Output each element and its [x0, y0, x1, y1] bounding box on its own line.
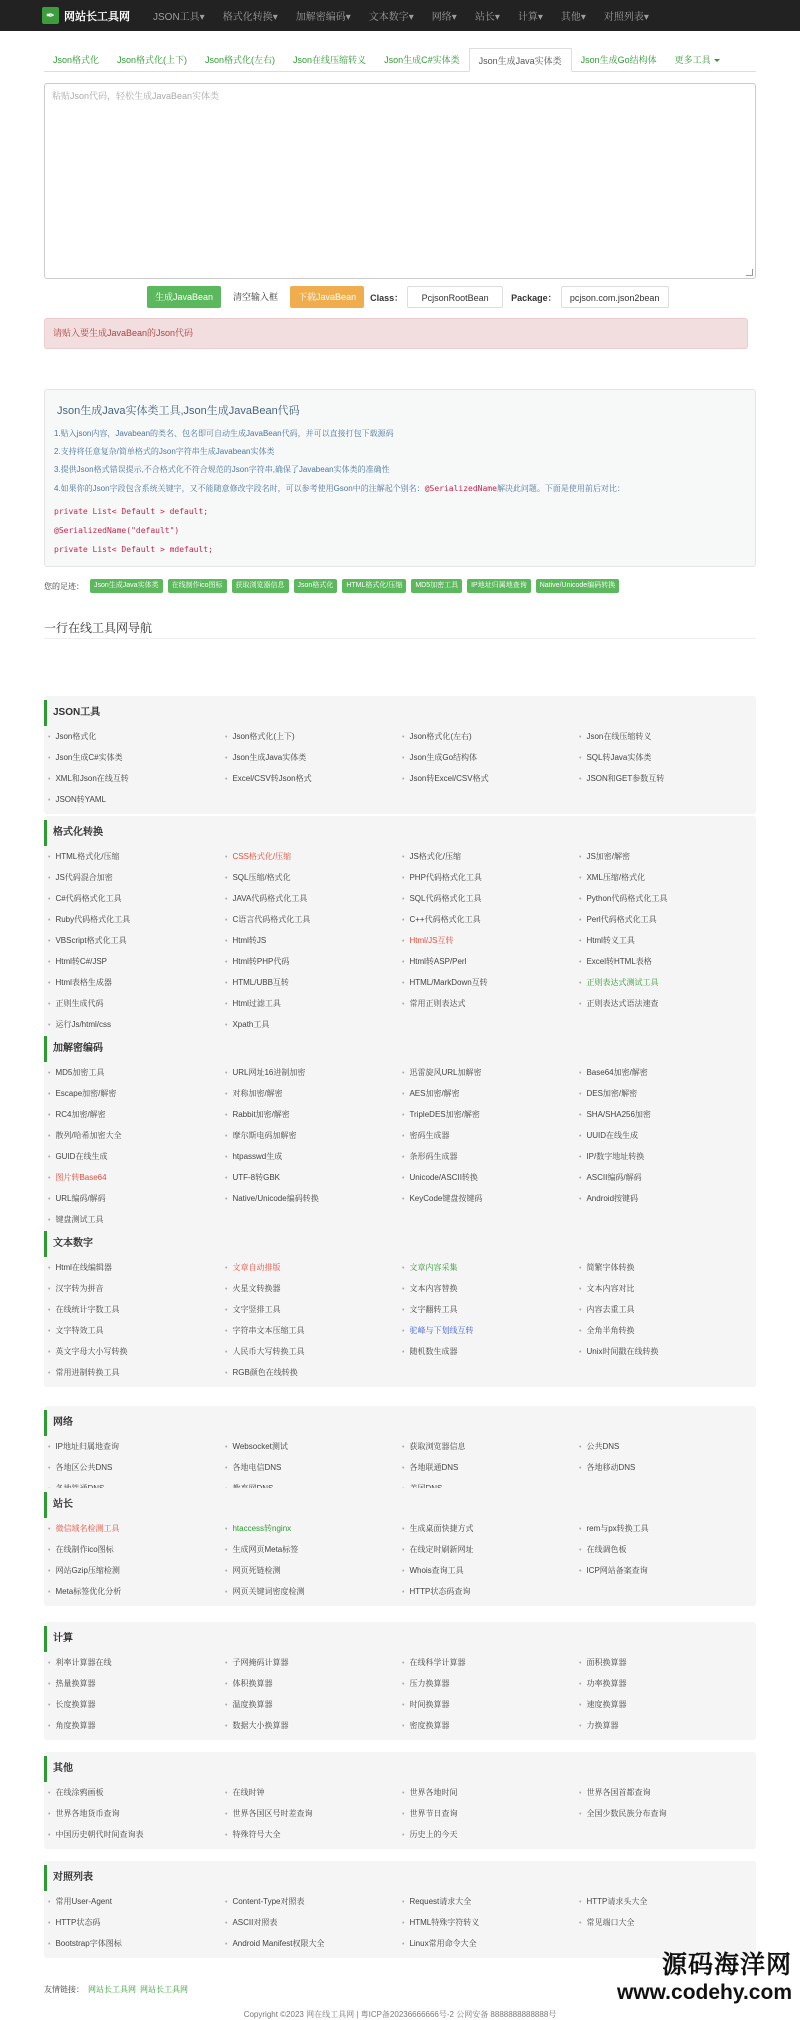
clear-input-button[interactable]: 清空输入框 [225, 286, 286, 308]
tool-link[interactable]: • 功率换算器 [579, 1673, 756, 1694]
tool-link[interactable]: • Json生成Java实体类 [225, 747, 402, 768]
tool-link[interactable]: • 图片转Base64 [48, 1167, 225, 1188]
tool-link[interactable]: • HTML/MarkDown互转 [402, 972, 579, 993]
tool-link[interactable]: • HTML特殊字符转义 [402, 1912, 579, 1933]
tab-item[interactable] [469, 48, 572, 72]
tool-link[interactable]: • 各地电信DNS [225, 1457, 402, 1478]
tool-link[interactable]: • SQL代码格式化工具 [402, 888, 579, 909]
tool-link[interactable]: • 文字竖排工具 [225, 1299, 402, 1320]
tool-link[interactable]: • Android按键码 [579, 1188, 756, 1209]
tab-label: Json格式化(左右) [205, 55, 276, 65]
section-grid [44, 1782, 756, 1849]
tool-link[interactable]: • HTTP状态码 [48, 1912, 225, 1933]
footprint-link[interactable]: HTML格式化/压缩 [342, 579, 406, 593]
tool-link[interactable]: • Html转义工具 [579, 930, 756, 951]
nav-item[interactable]: 格式化转换▾ [222, 12, 278, 23]
tool-link[interactable]: • 在线制作ico图标 [48, 1539, 225, 1560]
tool-link[interactable]: • 世界各国区号时差查询 [225, 1803, 402, 1824]
info-line-3: 3.提供Json格式错误提示,不合格式化不符合规范的Json字符串,确保了Javabean实体类的准确性 [54, 465, 390, 474]
tool-link[interactable]: • 常用User-Agent [48, 1891, 225, 1912]
tool-link[interactable]: • 在线调色板 [579, 1539, 756, 1560]
json-input-textarea[interactable] [44, 83, 756, 279]
nav-item[interactable]: JSON工具▾ [153, 12, 205, 23]
tool-link[interactable]: • JS代码混合加密 [48, 867, 225, 888]
tab-item[interactable] [284, 48, 375, 71]
nav-item[interactable]: 计算▾ [517, 12, 543, 23]
section-title: 加解密编码 [44, 1036, 756, 1062]
tool-link[interactable]: • 运行Js/html/css [48, 1014, 225, 1035]
tool-link[interactable]: • htaccess转nginx [225, 1518, 402, 1539]
class-name-input[interactable]: PcjsonRootBean [407, 286, 503, 308]
section-grid [44, 726, 756, 814]
logo-text: 网站长工具网 [64, 10, 130, 23]
footprint-link[interactable]: 获取浏览器信息 [232, 579, 289, 593]
tool-link[interactable]: • URL网址16进制加密 [225, 1062, 402, 1083]
info-title: Json生成Java实体类工具,Json生成JavaBean代码 [57, 405, 300, 417]
tool-link[interactable]: • Html/JS互转 [402, 930, 579, 951]
tool-link[interactable]: • 文章自动排版 [225, 1257, 402, 1278]
tool-link[interactable]: • 英文字母大小写转换 [48, 1341, 225, 1362]
tab-label: Json生成Java实体类 [478, 56, 562, 66]
tool-link[interactable]: • 散列/哈希加密大全 [48, 1125, 225, 1146]
package-name-input[interactable]: pcjson.com.json2bean [561, 286, 669, 308]
tool-link[interactable]: • 常用进制转换工具 [48, 1362, 225, 1383]
tool-link[interactable]: • Json生成C#实体类 [48, 747, 225, 768]
tool-link[interactable]: • 特殊符号大全 [225, 1824, 402, 1845]
tool-link[interactable]: • 网站Gzip压缩检测 [48, 1560, 225, 1581]
tool-link[interactable]: • 内容去重工具 [579, 1299, 756, 1320]
tool-link[interactable]: • Excel/CSV转Json格式 [225, 768, 402, 789]
tool-link[interactable]: • htpasswd生成 [225, 1146, 402, 1167]
tool-link[interactable]: • JSON转YAML [48, 789, 225, 810]
tool-link[interactable]: • URL编码/解码 [48, 1188, 225, 1209]
tool-link[interactable]: • 在线时钟 [225, 1782, 402, 1803]
tool-link[interactable]: • 文字翻转工具 [402, 1299, 579, 1320]
tool-link[interactable]: • JS格式化/压缩 [402, 846, 579, 867]
tool-link[interactable]: • 面积换算器 [579, 1652, 756, 1673]
tool-link[interactable]: • HTML格式化/压缩 [48, 846, 225, 867]
section-title: 计算 [44, 1626, 756, 1652]
tool-link[interactable]: • XML和Json在线互转 [48, 768, 225, 789]
watermark [617, 1945, 792, 2005]
footprint-bar [44, 578, 624, 594]
tool-link[interactable]: • 世界节日查询 [402, 1803, 579, 1824]
error-alert: 请贴入要生成JavaBean的Json代码 [44, 318, 748, 349]
code-line-3: private List< Default > mdefault; [54, 545, 213, 554]
tab-item[interactable] [44, 48, 108, 71]
tool-link[interactable]: • 驼峰与下划线互转 [402, 1320, 579, 1341]
tool-section [44, 696, 756, 814]
copyright: Copyright ©2023 网在线工具网 | 粤ICP备20236666666号-2 公网安备 8888888888888号 [243, 2010, 557, 2019]
section-title: JSON工具 [44, 700, 756, 726]
tool-link[interactable]: • Json在线压缩转义 [579, 726, 756, 747]
generate-javabean-button[interactable]: 生成JavaBean [147, 286, 221, 308]
tab-label: Json在线压缩转义 [293, 55, 367, 65]
tool-link[interactable]: • Rabbit加密/解密 [225, 1104, 402, 1125]
tool-link[interactable]: • 生成网页Meta标签 [225, 1539, 402, 1560]
tool-link[interactable]: • RGB颜色在线转换 [225, 1362, 402, 1383]
section-title: 格式化转换 [44, 820, 756, 846]
tool-link[interactable]: • 正则表达式测试工具 [579, 972, 756, 993]
tab-item[interactable] [572, 48, 666, 71]
tool-link[interactable]: • 在线统计字数工具 [48, 1299, 225, 1320]
tool-link[interactable]: • DES加密/解密 [579, 1083, 756, 1104]
tool-link[interactable]: • Websocket测试 [225, 1436, 402, 1457]
tool-link[interactable]: • Whois查询工具 [402, 1560, 579, 1581]
tool-link[interactable]: • Request请求大全 [402, 1891, 579, 1912]
tool-link[interactable]: • 历史上的今天 [402, 1824, 579, 1845]
tool-link[interactable]: • ASCII编码/解码 [579, 1167, 756, 1188]
tool-link[interactable]: • Base64加密/解密 [579, 1062, 756, 1083]
tool-link[interactable]: • 随机数生成器 [402, 1341, 579, 1362]
tool-link[interactable]: • Html转ASP/Perl [402, 951, 579, 972]
info-line-1: 1.贴入json内容，Javabean的类名、包名即可自动生成JavaBean代码，并可以直接打包下载源码 [54, 429, 394, 438]
tab-label: Json生成Go结构体 [580, 55, 657, 65]
tab-label: Json格式化(上下) [117, 55, 188, 65]
info-line-4-text-b: 解决此问题。下面是使用前后对比： [496, 484, 625, 493]
footprint-label: 您的足迹： [44, 581, 84, 591]
tool-link[interactable]: • Json格式化(左右) [402, 726, 579, 747]
tool-link[interactable]: • Html转C#/JSP [48, 951, 225, 972]
tool-link[interactable]: • IP/数字地址转换 [579, 1146, 756, 1167]
tool-link[interactable]: • 温度换算器 [225, 1694, 402, 1715]
download-javabean-button[interactable]: 下载JavaBean [290, 286, 364, 308]
tool-link[interactable]: • Perl代码格式化工具 [579, 909, 756, 930]
tool-link[interactable]: • Ruby代码格式化工具 [48, 909, 225, 930]
tool-link[interactable]: • 网页关键词密度检测 [225, 1581, 402, 1602]
tool-link[interactable]: • Json转Excel/CSV格式 [402, 768, 579, 789]
nav-item[interactable]: 网络▾ [431, 12, 457, 23]
footprint-link[interactable]: IP地址归属地查询 [467, 579, 531, 593]
section-grid [44, 1062, 756, 1234]
tool-link[interactable]: • 文本内容对比 [579, 1278, 756, 1299]
tool-link[interactable]: • ICP网站备案查询 [579, 1560, 756, 1581]
tool-link[interactable]: • Html转JS [225, 930, 402, 951]
info-line-2: 2.支持将任意复杂/简单格式的Json字符串生成Javabean实体类 [54, 447, 275, 456]
tool-link[interactable]: • 密码生成器 [402, 1125, 579, 1146]
top-navbar [0, 0, 800, 31]
tool-link[interactable]: • 中国历史朝代时间查询表 [48, 1824, 225, 1845]
tool-link[interactable]: • 对称加密/解密 [225, 1083, 402, 1104]
tool-link[interactable]: • UTF-8转GBK [225, 1167, 402, 1188]
tool-link[interactable]: • SQL转Java实体类 [579, 747, 756, 768]
tool-link[interactable]: • 常用正则表达式 [402, 993, 579, 1014]
tool-link[interactable]: • 密度换算器 [402, 1715, 579, 1736]
tool-link[interactable]: • 汉字转为拼音 [48, 1278, 225, 1299]
tool-link[interactable]: • TripleDES加密/解密 [402, 1104, 579, 1125]
resize-handle[interactable] [746, 269, 753, 276]
tool-link[interactable]: • C语言代码格式化工具 [225, 909, 402, 930]
tool-link[interactable]: • 数据大小换算器 [225, 1715, 402, 1736]
info-panel [44, 389, 756, 567]
tool-link[interactable]: • SQL压缩/格式化 [225, 867, 402, 888]
code-line-1: private List< Default > default; [54, 507, 209, 516]
tool-link[interactable]: • Unicode/ASCII转换 [402, 1167, 579, 1188]
tool-link[interactable]: • 角度换算器 [48, 1715, 225, 1736]
tool-link[interactable]: • Html在线编辑器 [48, 1257, 225, 1278]
tool-link[interactable]: • 长度换算器 [48, 1694, 225, 1715]
friend-link[interactable]: 网站长工具网 [140, 1985, 188, 1994]
tool-link[interactable]: • Xpath工具 [225, 1014, 402, 1035]
tool-section [44, 1861, 756, 1958]
tool-link[interactable]: • Html过滤工具 [225, 993, 402, 1014]
section-grid [44, 1652, 756, 1740]
tool-link[interactable]: • 速度换算器 [579, 1694, 756, 1715]
tool-link[interactable]: • 在线涂鸦画板 [48, 1782, 225, 1803]
tool-link[interactable]: • IP地址归属地查询 [48, 1436, 225, 1457]
section-grid [44, 1257, 756, 1387]
tool-link[interactable]: • 子网掩码计算器 [225, 1652, 402, 1673]
tool-link[interactable]: • GUID在线生成 [48, 1146, 225, 1167]
section-title: 其他 [44, 1756, 756, 1782]
tool-link[interactable]: • 正则生成代码 [48, 993, 225, 1014]
tool-link[interactable]: • 在线科学计算器 [402, 1652, 579, 1673]
tool-section [44, 816, 756, 1039]
footprint-link[interactable]: Json生成Java实体类 [90, 579, 163, 593]
package-label: Package： [511, 292, 557, 303]
tab-item[interactable] [666, 48, 729, 71]
tool-link[interactable]: • rem与px转换工具 [579, 1518, 756, 1539]
class-label: Class： [370, 292, 404, 303]
tool-link[interactable]: • 生成桌面快捷方式 [402, 1518, 579, 1539]
nav-item[interactable]: 其他▾ [560, 12, 586, 23]
tool-link[interactable]: • 迅雷旋风URL加解密 [402, 1062, 579, 1083]
tool-link[interactable]: • 条形码生成器 [402, 1146, 579, 1167]
site-nav-title: 一行在线工具网导航 [44, 621, 153, 635]
tool-link[interactable]: • 体积换算器 [225, 1673, 402, 1694]
tab-label: Json生成C#实体类 [384, 55, 460, 65]
tool-link[interactable]: • HTTP状态码查询 [402, 1581, 579, 1602]
tool-link[interactable]: • Unix时间戳在线转换 [579, 1341, 756, 1362]
nav-item[interactable]: 站长▾ [474, 12, 500, 23]
tool-link[interactable]: • 摩尔斯电码加解密 [225, 1125, 402, 1146]
tool-section [44, 1752, 756, 1849]
tool-link[interactable]: • JS加密/解密 [579, 846, 756, 867]
tool-link[interactable]: • Python代码格式化工具 [579, 888, 756, 909]
info-line-4-code: @SerializedName [424, 484, 497, 493]
tool-section [44, 1227, 756, 1387]
controls-bar [147, 286, 675, 308]
tool-link[interactable]: • HTML/UBB互转 [225, 972, 402, 993]
tool-link[interactable]: • SHA/SHA256加密 [579, 1104, 756, 1125]
tool-link[interactable]: • VBScript格式化工具 [48, 930, 225, 951]
tool-link[interactable]: • ASCII对照表 [225, 1912, 402, 1933]
tool-link[interactable]: • AES加密/解密 [402, 1083, 579, 1104]
tool-link[interactable]: • 热量换算器 [48, 1673, 225, 1694]
code-line-2: @SerializedName("default") [54, 526, 180, 535]
tab-label: Json格式化 [53, 55, 100, 65]
tool-link[interactable]: • Android Manifest权限大全 [225, 1933, 402, 1954]
watermark-line-2: www.codehy.com [616, 1981, 792, 2004]
nav-item[interactable]: 文本数字▾ [368, 12, 414, 23]
tool-link[interactable]: • XML压缩/格式化 [579, 867, 756, 888]
section-title: 网络 [44, 1410, 756, 1436]
tool-link[interactable]: • 键盘测试工具 [48, 1209, 225, 1230]
section-title: 文本数字 [44, 1231, 756, 1257]
section-grid [44, 1518, 756, 1606]
tab-item[interactable] [108, 48, 196, 71]
tool-link[interactable]: • Json格式化(上下) [225, 726, 402, 747]
tool-section [44, 1032, 756, 1234]
tool-link[interactable]: • UUID在线生成 [579, 1125, 756, 1146]
site-logo[interactable] [42, 7, 130, 24]
tool-section [44, 1622, 756, 1740]
footprint-link[interactable]: Json格式化 [294, 579, 338, 593]
tool-link[interactable]: • Json生成Go结构体 [402, 747, 579, 768]
tool-link[interactable]: • Json格式化 [48, 726, 225, 747]
footprint-link[interactable]: 在线制作ico图标 [168, 579, 227, 593]
tool-link[interactable]: • JAVA代码格式化工具 [225, 888, 402, 909]
tool-link[interactable]: • Linux常用命令大全 [402, 1933, 579, 1954]
tool-link[interactable]: • Native/Unicode编码转换 [225, 1188, 402, 1209]
tool-link[interactable]: • 各地联通DNS [402, 1457, 579, 1478]
tool-link[interactable]: • PHP代码格式化工具 [402, 867, 579, 888]
footprint-list [90, 579, 624, 593]
nav-item[interactable]: 加解密编码▾ [295, 12, 351, 23]
tool-link[interactable]: • RC4加密/解密 [48, 1104, 225, 1125]
tool-link[interactable]: • 利率计算器在线 [48, 1652, 225, 1673]
tab-item[interactable] [196, 48, 284, 71]
tool-link[interactable]: • 人民币大写转换工具 [225, 1341, 402, 1362]
friend-links [44, 1984, 188, 1995]
tool-link[interactable]: • 字符串文本压缩工具 [225, 1320, 402, 1341]
friend-links-label: 友情链接： [44, 1985, 84, 1994]
tool-link[interactable]: • 在线定时刷新网址 [402, 1539, 579, 1560]
tool-link[interactable]: • JSON和GET参数互转 [579, 768, 756, 789]
section-title: 站长 [44, 1492, 756, 1518]
tool-link[interactable]: • CSS格式化/压缩 [225, 846, 402, 867]
json-input-placeholder: 粘贴Json代码，轻松生成JavaBean实体类 [52, 91, 220, 101]
tool-link[interactable]: • 文字特效工具 [48, 1320, 225, 1341]
tool-link[interactable]: • 世界各国首都查询 [579, 1782, 756, 1803]
info-line-4 [54, 483, 625, 494]
tool-link[interactable]: • Content-Type对照表 [225, 1891, 402, 1912]
tool-link[interactable]: • Meta标签优化分析 [48, 1581, 225, 1602]
tool-link[interactable]: • 时间换算器 [402, 1694, 579, 1715]
tool-link[interactable]: • 各地移动DNS [579, 1457, 756, 1478]
tool-link[interactable]: • C++代码格式化工具 [402, 909, 579, 930]
tool-link[interactable]: • MD5加密工具 [48, 1062, 225, 1083]
section-grid [44, 846, 756, 1039]
watermark-line-1: 源码海洋网 [661, 1951, 792, 1979]
tool-link[interactable]: • 正则表达式语法速查 [579, 993, 756, 1014]
tool-link[interactable]: • 网页死链检测 [225, 1560, 402, 1581]
wrench-icon: ✒ [42, 7, 59, 24]
tool-section [44, 1488, 756, 1606]
tool-link[interactable]: • Html表格生成器 [48, 972, 225, 993]
tool-link[interactable]: • Html转PHP代码 [225, 951, 402, 972]
tool-link[interactable]: • 世界各地货币查询 [48, 1803, 225, 1824]
tab-item[interactable] [375, 48, 469, 71]
info-line-4-text: 4.如果你的Json字段包含系统关键字，又不能随意修改字段名时，可以参考使用Gson中的注解起个别名： [54, 484, 425, 493]
footprint-link[interactable]: Native/Unicode编码转换 [536, 579, 619, 593]
footprint-link[interactable]: MD5加密工具 [411, 579, 462, 593]
tool-link[interactable]: • 获取浏览器信息 [402, 1436, 579, 1457]
tool-link[interactable]: • 文章内容采集 [402, 1257, 579, 1278]
divider [44, 638, 756, 639]
tool-link[interactable]: • 常见端口大全 [579, 1912, 756, 1933]
tool-link[interactable]: • 各地区公共DNS [48, 1457, 225, 1478]
tool-link[interactable]: • Excel转HTML表格 [579, 951, 756, 972]
nav-item[interactable]: 对照列表▾ [603, 12, 649, 23]
tool-link[interactable]: • 文本内容替换 [402, 1278, 579, 1299]
tab-label: 更多工具 [674, 55, 711, 65]
tool-link[interactable]: • 全国少数民族分布查询 [579, 1803, 756, 1824]
tool-link[interactable]: • 世界各地时间 [402, 1782, 579, 1803]
tool-link[interactable]: • Escape加密/解密 [48, 1083, 225, 1104]
caret-down-icon [714, 59, 720, 62]
tool-link[interactable]: • 火星文转换器 [225, 1278, 402, 1299]
tool-link[interactable]: • 微信域名检测工具 [48, 1518, 225, 1539]
tool-link[interactable]: • 压力换算器 [402, 1673, 579, 1694]
tool-link[interactable]: • 简繁字体转换 [579, 1257, 756, 1278]
tool-tabs [44, 48, 756, 72]
tool-link[interactable]: • KeyCode键盘按键码 [402, 1188, 579, 1209]
tool-link[interactable]: • 公共DNS [579, 1436, 756, 1457]
main-nav [144, 8, 658, 23]
tool-link[interactable]: • 全角半角转换 [579, 1320, 756, 1341]
tool-link[interactable]: • Bootstrap字体图标 [48, 1933, 225, 1954]
tool-link[interactable]: • 力换算器 [579, 1715, 756, 1736]
friend-link[interactable]: 网站长工具网 [88, 1985, 136, 1994]
tool-link[interactable]: • HTTP请求头大全 [579, 1891, 756, 1912]
tool-link[interactable]: • C#代码格式化工具 [48, 888, 225, 909]
section-title: 对照列表 [44, 1865, 756, 1891]
